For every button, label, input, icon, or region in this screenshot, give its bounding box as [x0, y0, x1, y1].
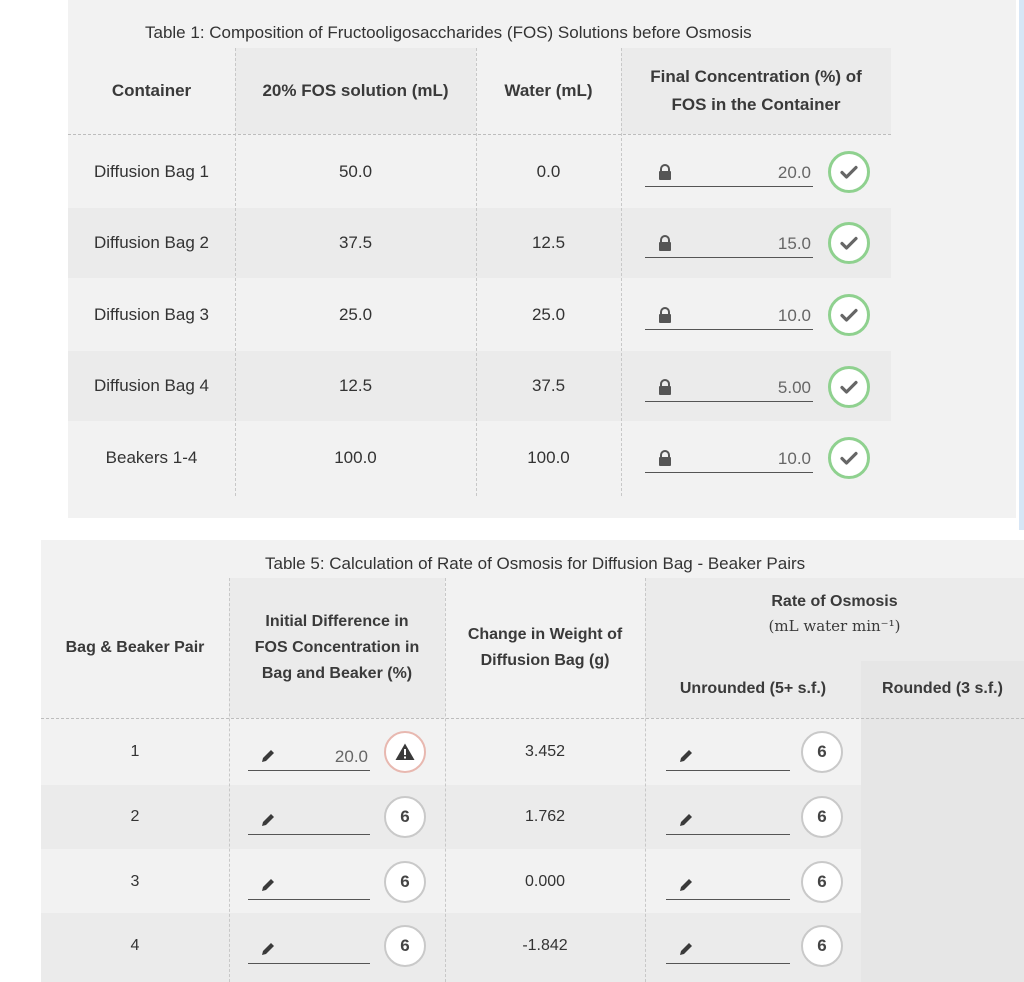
cell-container: Diffusion Bag 2 [94, 233, 209, 252]
header-weight-line2: Diffusion Bag (g) [480, 652, 610, 669]
cell-water: 12.5 [531, 233, 566, 252]
correct-status [828, 437, 870, 479]
header-rate-line2: (mL water min⁻¹) [768, 617, 901, 635]
warning-icon [394, 741, 416, 763]
final-concentration-value: 5.00 [777, 378, 811, 397]
unrounded-rate-field[interactable] [666, 742, 790, 771]
pencil-icon [260, 748, 276, 764]
cell-pair: 3 [130, 873, 140, 890]
header-divider [41, 718, 1024, 719]
pencil-icon [260, 941, 276, 957]
cell-weight-change: 3.452 [524, 743, 566, 760]
cell-container: Diffusion Bag 3 [94, 305, 209, 324]
lock-icon [657, 379, 673, 395]
cell-fos: 12.5 [338, 376, 373, 395]
header-fos-solution: 20% FOS solution (mL) [262, 81, 449, 100]
cell-pair: 2 [130, 808, 140, 825]
cell-pair: 1 [130, 743, 140, 760]
cell-water: 25.0 [531, 305, 566, 324]
final-concentration-field[interactable] [645, 158, 813, 187]
cell-container: Diffusion Bag 4 [94, 376, 209, 395]
lock-icon [657, 450, 673, 466]
unrounded-rate-field[interactable] [666, 806, 790, 835]
cell-water: 37.5 [531, 376, 566, 395]
lock-icon [657, 307, 673, 323]
warning-status [384, 731, 426, 773]
correct-status [828, 222, 870, 264]
cell-fos: 100.0 [334, 448, 377, 467]
cell-weight-change: -1.842 [522, 937, 568, 954]
check-icon [838, 376, 860, 398]
attempts-remaining: 6 [801, 861, 843, 903]
cell-water: 100.0 [527, 448, 570, 467]
cell-container: Beakers 1-4 [105, 448, 198, 467]
header-diff-line3: Bag and Beaker (%) [261, 665, 413, 682]
final-concentration-field[interactable] [645, 229, 813, 258]
pencil-icon [260, 812, 276, 828]
final-concentration-value: 20.0 [777, 163, 811, 182]
header-final-line2: FOS in the Container [671, 95, 841, 114]
cell-fos: 25.0 [338, 305, 373, 324]
rounded-column-shade [861, 718, 1024, 982]
check-icon [838, 304, 860, 326]
final-concentration-value: 10.0 [777, 306, 811, 325]
header-change-weight [445, 578, 645, 718]
correct-status [828, 294, 870, 336]
unrounded-rate-field[interactable] [666, 935, 790, 964]
table5-panel [41, 540, 1024, 982]
initial-difference-field[interactable] [248, 742, 370, 771]
attempts-remaining: 6 [384, 796, 426, 838]
initial-difference-field[interactable] [248, 806, 370, 835]
cell-container: Diffusion Bag 1 [94, 162, 209, 181]
initial-difference-value: 20.0 [334, 747, 368, 766]
attempts-remaining: 6 [801, 796, 843, 838]
header-container: Container [111, 81, 192, 100]
pencil-icon [678, 812, 694, 828]
scrollbar-edge [1019, 0, 1024, 530]
header-diff-line1: Initial Difference in [265, 613, 409, 630]
cell-fos: 37.5 [338, 233, 373, 252]
table1-title: Table 1: Composition of Fructooligosaccharides (FOS) Solutions before Osmosis [145, 23, 752, 42]
cell-fos: 50.0 [338, 162, 373, 181]
final-concentration-field[interactable] [645, 373, 813, 402]
header-final-line1: Final Concentration (%) of [650, 67, 862, 86]
header-final-concentration [621, 48, 891, 134]
initial-difference-field[interactable] [248, 871, 370, 900]
table5-title: Table 5: Calculation of Rate of Osmosis for Diffusion Bag - Beaker Pairs [265, 554, 806, 573]
header-rate-line1: Rate of Osmosis [771, 593, 898, 610]
cell-pair: 4 [130, 937, 140, 954]
check-icon [838, 161, 860, 183]
cell-water: 0.0 [536, 162, 561, 181]
unrounded-rate-field[interactable] [666, 871, 790, 900]
pencil-icon [678, 877, 694, 893]
header-diff-line2: FOS Concentration in [254, 639, 420, 656]
correct-status [828, 151, 870, 193]
final-concentration-field[interactable] [645, 444, 813, 473]
header-divider [68, 134, 891, 135]
initial-difference-field[interactable] [248, 935, 370, 964]
attempts-remaining: 6 [384, 861, 426, 903]
final-concentration-value: 15.0 [777, 234, 811, 253]
table1-panel [68, 0, 1016, 518]
pencil-icon [260, 877, 276, 893]
header-initial-difference [229, 578, 445, 718]
cell-weight-change: 1.762 [524, 808, 566, 825]
attempts-remaining: 6 [801, 925, 843, 967]
check-icon [838, 447, 860, 469]
lock-icon [657, 235, 673, 251]
header-unrounded: Unrounded (5+ s.f.) [679, 680, 827, 697]
correct-status [828, 366, 870, 408]
cell-weight-change: 0.000 [524, 873, 566, 890]
header-water: Water (mL) [504, 81, 593, 100]
header-rounded: Rounded (3 s.f.) [882, 680, 1003, 697]
pencil-icon [678, 748, 694, 764]
attempts-remaining: 6 [384, 925, 426, 967]
header-pair: Bag & Beaker Pair [65, 639, 205, 656]
final-concentration-value: 10.0 [777, 449, 811, 468]
lock-icon [657, 164, 673, 180]
header-rate-of-osmosis [645, 586, 1024, 642]
check-icon [838, 232, 860, 254]
final-concentration-field[interactable] [645, 301, 813, 330]
pencil-icon [678, 941, 694, 957]
header-weight-line1: Change in Weight of [467, 626, 623, 643]
attempts-remaining: 6 [801, 731, 843, 773]
